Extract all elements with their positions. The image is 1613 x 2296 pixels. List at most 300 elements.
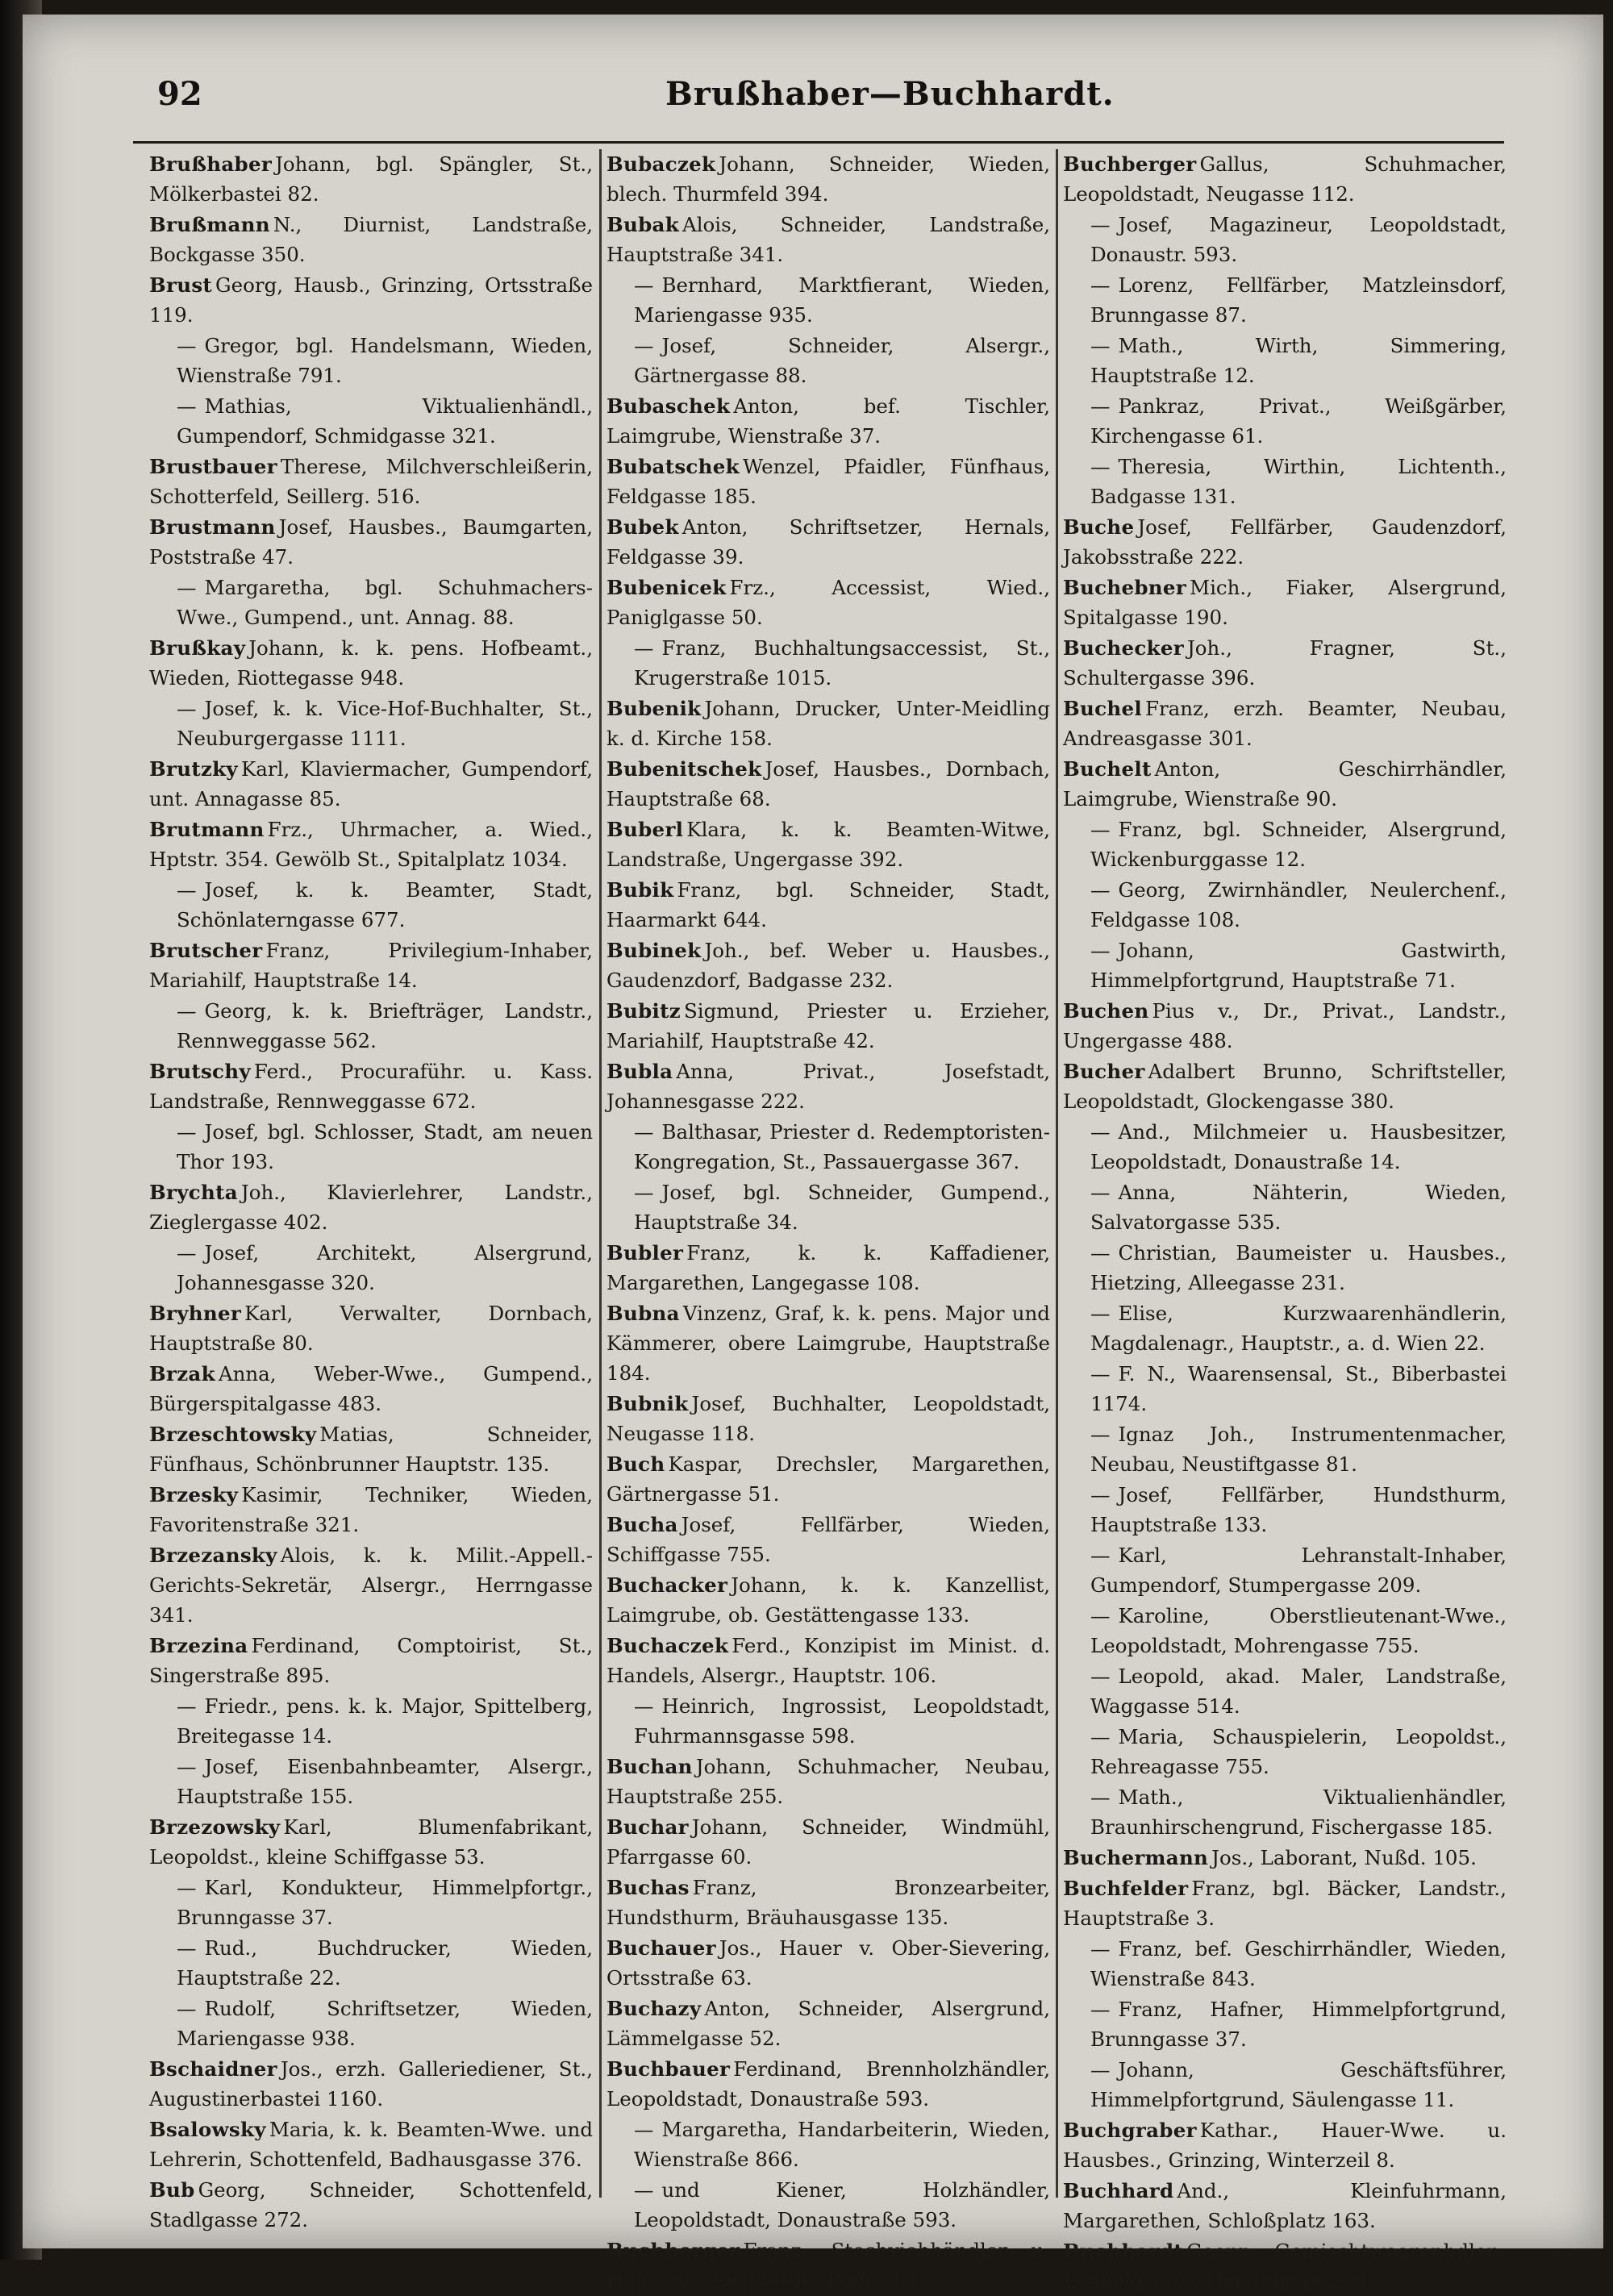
entry-text: Adalbert Brunno, Schriftsteller, Leopoldstadt, Glockengasse 380.	[1063, 1060, 1507, 1113]
entry-text: Karl, Lehranstalt-Inhaber, Gumpendorf, Stumpergasse 209.	[1090, 1544, 1507, 1597]
entry-surname: Bubak	[606, 213, 680, 236]
entry-text: Matias, Schneider, Fünfhaus, Schönbrunner Hauptstr. 135.	[149, 1423, 593, 1476]
directory-entry	[606, 2115, 1050, 2174]
ditto-dash: —	[1090, 1544, 1111, 1567]
entry-surname: Buchel	[1063, 697, 1142, 720]
entry-text: Alois, Schneider, Landstraße, Hauptstraße 341.	[606, 213, 1050, 266]
directory-entry	[149, 1631, 593, 1690]
entry-text: Georg, Zwirnhändler, Neulerchenf., Feldgasse 108.	[1090, 878, 1507, 931]
directory-entry	[149, 1298, 593, 1358]
directory-entry	[149, 1359, 593, 1419]
directory-entry	[149, 331, 593, 390]
entry-text: und Kiener, Holzhändler, Leopoldstadt, Donaustraße 593.	[634, 2178, 1050, 2231]
directory-entry	[606, 815, 1050, 874]
ditto-dash: —	[1090, 273, 1111, 297]
ditto-dash: —	[1090, 2058, 1111, 2081]
page-header	[133, 69, 1504, 144]
entry-text: Josef, Hausbes., Dornbach, Hauptstraße 68.	[606, 757, 1050, 810]
directory-entry	[149, 270, 593, 330]
page-number: 92	[157, 75, 202, 113]
directory-entry	[606, 1056, 1050, 1116]
entry-text: Ferd., Konzipist im Minist. d. Handels, Alsergr., Hauptstr. 106.	[606, 1634, 1050, 1687]
entry-surname: Bubna	[606, 1302, 680, 1325]
directory-entry	[1063, 1117, 1507, 1177]
entry-surname: Buchhardt	[1063, 2240, 1183, 2263]
entry-text: Pius v., Dr., Privat., Landstr., Ungergasse 488.	[1063, 999, 1507, 1052]
directory-entry	[1063, 1419, 1507, 1479]
entry-text: Ignaz Joh., Instrumentenmacher, Neubau, Neustiftgasse 81.	[1090, 1423, 1507, 1476]
entry-text: Karl, Blumenfabrikant, Leopoldst., kleine Schiffgasse 53.	[149, 1815, 593, 1869]
ditto-dash: —	[634, 1694, 654, 1718]
directory-entry	[1063, 996, 1507, 1056]
directory-entry	[149, 694, 593, 753]
entry-surname: Brustmann	[149, 515, 276, 539]
entry-text: Rudolf, Schriftsetzer, Wieden, Mariengasse 938.	[177, 1997, 593, 2050]
entry-text: Karoline, Oberstlieutenant-Wwe., Leopoldstadt, Mohrengasse 755.	[1090, 1604, 1507, 1657]
entry-surname: Brutscher	[149, 939, 263, 962]
entry-surname: Brzezina	[149, 1634, 248, 1657]
entry-surname: Buchfelder	[1063, 1877, 1189, 1900]
entry-surname: Buchauer	[606, 1936, 716, 1960]
entry-text: Kasimir, Techniker, Wieden, Favoritenstraße 321.	[149, 1483, 593, 1536]
entry-surname: Bubla	[606, 1060, 673, 1083]
entry-text: Franz, bgl. Schneider, Stadt, Haarmarkt 644.	[606, 878, 1050, 931]
directory-entry	[149, 1933, 593, 1993]
directory-entry	[1063, 875, 1507, 935]
ditto-dash: —	[634, 636, 654, 660]
directory-entry	[1063, 1601, 1507, 1661]
directory-entry	[1063, 1540, 1507, 1600]
ditto-dash: —	[177, 1755, 197, 1778]
entry-text: Kathar., Hauer-Wwe. u. Hausbes., Grinzing, Winterzeil 8.	[1063, 2119, 1507, 2172]
entry-text: Ferdinand, Brennholzhändler, Leopoldstadt, Donaustraße 593.	[606, 2057, 1050, 2111]
entry-text: Theresia, Wirthin, Lichtenth., Badgasse 131.	[1090, 455, 1507, 508]
ditto-dash: —	[634, 1120, 654, 1144]
entry-text: Frz., Uhrmacher, a. Wied., Hptstr. 354. Gewölb St., Spitalplatz 1034.	[149, 818, 593, 871]
directory-entry	[149, 935, 593, 995]
directory-entry	[149, 1691, 593, 1751]
column-divider	[599, 149, 602, 2198]
entry-text: Bernhard, Marktfierant, Wieden, Mariengasse 935.	[634, 273, 1050, 327]
entry-text: Franz, Hafner, Himmelpfortgrund, Brunngasse 37.	[1090, 1998, 1507, 2051]
ditto-dash: —	[1090, 1665, 1111, 1688]
entry-surname: Buchen	[1063, 999, 1149, 1023]
entry-text: Anton, bef. Tischler, Laimgrube, Wienstraße 37.	[606, 394, 1050, 448]
entry-text: Heinrich, Ingrossist, Leopoldstadt, Fuhrmannsgasse 598.	[634, 1694, 1050, 1748]
directory-entry	[149, 2115, 593, 2174]
directory-entry	[149, 1812, 593, 1872]
directory-entry	[606, 1752, 1050, 1811]
entry-text: Rud., Buchdrucker, Wieden, Hauptstraße 22.	[177, 1936, 593, 1990]
ditto-dash: —	[177, 576, 197, 599]
directory-entry	[1063, 1177, 1507, 1237]
entry-surname: Buche	[1063, 515, 1135, 539]
directory-entry	[1063, 1873, 1507, 1933]
directory-entry	[1063, 512, 1507, 572]
entry-text: F. N., Waarensensal, St., Biberbastei 1174.	[1090, 1362, 1507, 1415]
directory-entry	[606, 1510, 1050, 1569]
entry-text: Jos., Laborant, Nußd. 105.	[1211, 1846, 1477, 1869]
entry-surname: Buchgraber	[1063, 2119, 1197, 2142]
entry-text: Franz, k. k. Kaffadiener, Margarethen, Langegasse 108.	[606, 1241, 1050, 1294]
ditto-dash: —	[177, 1936, 197, 1960]
ditto-dash: —	[177, 334, 197, 357]
directory-entry	[1063, 1480, 1507, 1540]
entry-text: Anna, Weber-Wwe., Gumpend., Bürgerspitalgasse 483.	[149, 1362, 593, 1415]
entry-text: Kaspar, Drechsler, Margarethen, Gärtnergasse 51.	[606, 1452, 1050, 1506]
ditto-dash: —	[177, 1241, 197, 1265]
entry-surname: Bubinek	[606, 939, 702, 962]
directory-entry	[149, 1540, 593, 1630]
directory-entry	[606, 331, 1050, 390]
directory-entry	[606, 512, 1050, 572]
entry-text: Elise, Kurzwaarenhändlerin, Magdalenagr., Hauptstr., a. d. Wien 22.	[1090, 1302, 1507, 1355]
directory-entry	[1063, 1298, 1507, 1358]
directory-entry	[149, 1873, 593, 1932]
entry-text: Wenzel, Pfaidler, Fünfhaus, Feldgasse 185.	[606, 455, 1050, 508]
directory-entry	[606, 875, 1050, 935]
directory-entry	[606, 996, 1050, 1056]
entry-text: N., Diurnist, Landstraße, Bockgasse 350.	[149, 213, 593, 266]
directory-entry	[606, 1298, 1050, 1388]
entry-text: Franz, bgl. Schneider, Alsergrund, Wickenburggasse 12.	[1090, 818, 1507, 871]
entry-text: Mich., Fiaker, Alsergrund, Spitalgasse 190.	[1063, 576, 1507, 629]
directory-entry	[149, 512, 593, 572]
entry-surname: Buchacker	[606, 1573, 728, 1597]
entry-text: Josef, Schneider, Alsergr., Gärtnergasse 88.	[634, 334, 1050, 387]
directory-entry	[149, 1056, 593, 1116]
entry-surname: Bubaschek	[606, 394, 731, 418]
entry-surname: Buchan	[606, 1755, 693, 1778]
entry-text: Josef, bgl. Schneider, Gumpend., Hauptstraße 34.	[634, 1181, 1050, 1234]
directory-entry	[606, 1389, 1050, 1448]
entry-text: Johann, Schuhmacher, Neubau, Hauptstraße 255.	[606, 1755, 1050, 1808]
ditto-dash: —	[634, 273, 654, 297]
entry-text: And., Kleinfuhrmann, Margarethen, Schloßplatz 163.	[1063, 2179, 1507, 2232]
entry-surname: Bubatschek	[606, 455, 740, 478]
directory-entry	[1063, 149, 1507, 209]
ditto-dash: —	[1090, 1937, 1111, 1961]
entry-text: Josef, Eisenbahnbeamter, Alsergr., Hauptstraße 155.	[177, 1755, 593, 1808]
directory-entry	[606, 2054, 1050, 2114]
ditto-dash: —	[1090, 1241, 1111, 1265]
entry-text: Ferd., Procuraführ. u. Kass. Landstraße, Rennweggasse 672.	[149, 1060, 593, 1113]
directory-entry	[149, 2175, 593, 2235]
ditto-dash: —	[1090, 818, 1111, 841]
entry-surname: Bubenitschek	[606, 757, 762, 781]
entry-text: Franz, Privilegium-Inhaber, Mariahilf, Hauptstraße 14.	[149, 939, 593, 992]
entry-surname: Bubaczek	[606, 152, 716, 176]
ditto-dash: —	[1090, 394, 1111, 418]
directory-entry	[149, 1419, 593, 1479]
directory-entry	[606, 210, 1050, 269]
entry-surname: Bsalowsky	[149, 2118, 266, 2141]
entry-surname: Buchberger	[1063, 152, 1197, 176]
entry-text: Margaretha, Handarbeiterin, Wieden, Wienstraße 866.	[634, 2118, 1050, 2171]
entry-text: Maria, Schauspielerin, Leopoldst., Rehreagasse 755.	[1090, 1725, 1507, 1778]
entry-surname: Brutzky	[149, 757, 238, 781]
ditto-dash: —	[1090, 1181, 1111, 1204]
entry-text: Johann, Schneider, Wieden, blech. Thurmfeld 394.	[606, 152, 1050, 206]
entry-surname: Brustbauer	[149, 455, 277, 478]
entry-surname: Brzezowsky	[149, 1815, 281, 1839]
directory-entry	[1063, 815, 1507, 874]
entry-text: Ferdinand, Comptoirist, St., Singerstraße 895.	[149, 1634, 593, 1687]
ditto-dash: —	[1090, 1786, 1111, 1809]
entry-text: Jos., erzh. Galleriediener, St., Augustinerbastei 1160.	[149, 2057, 593, 2111]
entry-surname: Brzeschtowsky	[149, 1423, 317, 1446]
directory-entry	[606, 1449, 1050, 1509]
directory-entry	[149, 1238, 593, 1298]
directory-entry	[1063, 1359, 1507, 1419]
entry-surname: Bubnik	[606, 1392, 689, 1415]
directory-entry	[606, 1691, 1050, 1751]
entry-text: Karl, Kondukteur, Himmelpfortgr., Brunngasse 37.	[177, 1876, 593, 1929]
directory-entry	[606, 270, 1050, 330]
ditto-dash: —	[1090, 213, 1111, 236]
entry-text: Josef, Fellfärber, Hundsthurm, Hauptstraße 133.	[1090, 1483, 1507, 1536]
entry-text: Franz, Bronzearbeiter, Hundsthurm, Bräuhausgasse 135.	[606, 1876, 1050, 1929]
ditto-dash: —	[1090, 1604, 1111, 1627]
directory-entry	[1063, 935, 1507, 995]
directory-entry	[1063, 210, 1507, 269]
entry-text: Frz., Accessist, Wied., Paniglgasse 50.	[606, 576, 1050, 629]
entry-text: Johann, Gastwirth, Himmelpfortgrund, Hauptstraße 71.	[1090, 939, 1507, 992]
directory-entry	[149, 1480, 593, 1540]
directory-entry	[149, 2054, 593, 2114]
directory-entry	[606, 2236, 1050, 2295]
directory-entry	[606, 1631, 1050, 1690]
ditto-dash: —	[1090, 1998, 1111, 2021]
entry-text: Josef, bgl. Schlosser, Stadt, am neuen Thor 193.	[177, 1120, 593, 1173]
ditto-dash: —	[1090, 1362, 1111, 1386]
ditto-dash: —	[1090, 878, 1111, 902]
entry-text: Georg, Gemischtwaarenhdler., Leopoldstadt, Herrngasse 234.	[1063, 2240, 1507, 2293]
entry-text: Anna, Nähterin, Wieden, Salvatorgasse 535.	[1090, 1181, 1507, 1234]
entry-text: Joh., bef. Weber u. Hausbes., Gaudenzdorf, Badgasse 232.	[606, 939, 1050, 992]
ditto-dash: —	[1090, 1120, 1111, 1144]
entry-text: Lorenz, Fellfärber, Matzleinsdorf, Brunngasse 87.	[1090, 273, 1507, 327]
directory-entry	[149, 1117, 593, 1177]
entry-text: Franz, erzh. Beamter, Neubau, Andreasgasse 301.	[1063, 697, 1507, 750]
column-2	[606, 149, 1050, 2292]
entry-surname: Brzesky	[149, 1483, 239, 1506]
directory-entry	[1063, 1782, 1507, 1842]
entry-text: Johann, Drucker, Unter-Meidling k. d. Kirche 158.	[606, 697, 1050, 750]
entry-surname: Brzak	[149, 1362, 215, 1386]
entry-surname: Brußhaber	[149, 152, 273, 176]
entry-text: And., Milchmeier u. Hausbesitzer, Leopoldstadt, Donaustraße 14.	[1090, 1120, 1507, 1173]
ditto-dash: —	[1090, 1483, 1111, 1506]
entry-text: Josef, k. k. Beamter, Stadt, Schönlaterngasse 677.	[177, 878, 593, 931]
entry-text: Christian, Baumeister u. Hausbes., Hietzing, Alleegasse 231.	[1090, 1241, 1507, 1294]
directory-entry	[149, 573, 593, 632]
directory-entry	[606, 391, 1050, 451]
directory-entry	[606, 452, 1050, 511]
entry-surname: Bschaidner	[149, 2057, 277, 2081]
entry-text: Pankraz, Privat., Weißgärber, Kirchengasse 61.	[1090, 394, 1507, 448]
entry-text: Anna, Privat., Josefstadt, Johannesgasse 222.	[606, 1060, 1050, 1113]
entry-text: Franz, Stechviehhändler u. Hausbes., Lichtenth., Badg. 131.	[606, 2239, 1050, 2292]
entry-text: Vinzenz, Graf, k. k. pens. Major und Kämmerer, obere Laimgrube, Hauptstraße 184.	[606, 1302, 1050, 1385]
directory-entry	[606, 2175, 1050, 2235]
directory-entry	[149, 1994, 593, 2053]
directory-entry	[1063, 2055, 1507, 2115]
entry-surname: Bub	[149, 2178, 195, 2202]
entry-surname: Buchberger	[606, 2239, 740, 2262]
entry-text: Georg, Schneider, Schottenfeld, Stadlgasse 272.	[149, 2178, 593, 2231]
directory-entry	[606, 1812, 1050, 1872]
ditto-dash: —	[177, 999, 197, 1023]
directory-entry	[1063, 452, 1507, 511]
entry-surname: Brutmann	[149, 818, 265, 841]
entry-text: Gallus, Schuhmacher, Leopoldstadt, Neugasse 112.	[1063, 152, 1507, 206]
directory-entry	[1063, 1056, 1507, 1116]
entry-surname: Buchecker	[1063, 636, 1184, 660]
entry-text: Franz, Buchhaltungsaccessist, St., Krugerstraße 1015.	[634, 636, 1050, 690]
directory-entry	[149, 633, 593, 693]
entry-text: Josef, Hausbes., Baumgarten, Poststraße 47.	[149, 515, 593, 569]
entry-text: Klara, k. k. Beamten-Witwe, Landstraße, Ungergasse 392.	[606, 818, 1050, 871]
column-1	[149, 149, 593, 2231]
directory-entry	[1063, 1722, 1507, 1781]
entry-text: Georg, Hausb., Grinzing, Ortsstraße 119.	[149, 273, 593, 327]
entry-text: Math., Viktualienhändler, Braunhirschengrund, Fischergasse 185.	[1090, 1786, 1507, 1839]
entry-surname: Brust	[149, 273, 213, 297]
entry-text: Johann, k. k. pens. Hofbeamt., Wieden, Riottegasse 948.	[149, 636, 593, 690]
directory-entry	[1063, 694, 1507, 753]
entry-text: Sigmund, Priester u. Erzieher, Mariahilf, Hauptstraße 42.	[606, 999, 1050, 1052]
directory-entry	[149, 391, 593, 451]
entry-text: Friedr., pens. k. k. Major, Spittelberg, Breitegasse 14.	[177, 1694, 593, 1748]
directory-entry	[1063, 1934, 1507, 1994]
ditto-dash: —	[1090, 334, 1111, 357]
entry-surname: Buchebner	[1063, 576, 1186, 599]
entry-text: Gregor, bgl. Handelsmann, Wieden, Wienstraße 791.	[177, 334, 593, 387]
ditto-dash: —	[1090, 1725, 1111, 1748]
directory-entry	[149, 1752, 593, 1811]
directory-entry	[1063, 331, 1507, 390]
ditto-dash: —	[1090, 455, 1111, 478]
entry-text: Karl, Verwalter, Dornbach, Hauptstraße 80.	[149, 1302, 593, 1355]
entry-surname: Bubenik	[606, 697, 702, 720]
entry-text: Jos., Hauer v. Ober-Sievering, Ortsstraße 63.	[606, 1936, 1050, 1990]
ditto-dash: —	[1090, 1302, 1111, 1325]
directory-entry	[1063, 754, 1507, 814]
ditto-dash: —	[634, 2178, 654, 2202]
entry-text: Josef, Buchhalter, Leopoldstadt, Neugasse 118.	[606, 1392, 1050, 1445]
column-divider	[1056, 149, 1058, 2198]
ditto-dash: —	[1090, 939, 1111, 962]
entry-text: Josef, Architekt, Alsergrund, Johannesgasse 320.	[177, 1241, 593, 1294]
directory-entry	[1063, 1994, 1507, 2054]
directory-entry	[1063, 2115, 1507, 2175]
directory-entry	[1063, 270, 1507, 330]
ditto-dash: —	[177, 1876, 197, 1899]
entry-text: Johann, bgl. Spängler, St., Mölkerbastei 82.	[149, 152, 593, 206]
entry-surname: Bucha	[606, 1513, 678, 1536]
directory-entry	[149, 996, 593, 1056]
entry-text: Anton, Schneider, Alsergrund, Lämmelgasse 52.	[606, 1997, 1050, 2050]
directory-entry	[606, 633, 1050, 693]
ditto-dash: —	[634, 334, 654, 357]
entry-text: Franz, bgl. Bäcker, Landstr., Hauptstraße 3.	[1063, 1877, 1507, 1930]
entry-text: Josef, Fellfärber, Wieden, Schiffgasse 755.	[606, 1513, 1050, 1566]
directory-entry	[1063, 1238, 1507, 1298]
entry-surname: Buchaczek	[606, 1634, 729, 1657]
ditto-dash: —	[1090, 1423, 1111, 1446]
directory-entry	[1063, 2176, 1507, 2236]
entry-surname: Bubenicek	[606, 576, 727, 599]
ditto-dash: —	[177, 1997, 197, 2020]
entry-surname: Brutschy	[149, 1060, 251, 1083]
entry-text: Josef, k. k. Vice-Hof-Buchhalter, St., Neuburgergasse 1111.	[177, 697, 593, 750]
entry-surname: Buchhard	[1063, 2179, 1174, 2202]
entry-text: Karl, Klaviermacher, Gumpendorf, unt. Annagasse 85.	[149, 757, 593, 810]
entry-text: Josef, Fellfärber, Gaudenzdorf, Jakobsstraße 222.	[1063, 515, 1507, 569]
entry-surname: Buchbauer	[606, 2057, 731, 2081]
directory-entry	[149, 149, 593, 209]
column-3	[1063, 149, 1507, 2293]
entry-text: Leopold, akad. Maler, Landstraße, Waggasse 514.	[1090, 1665, 1507, 1718]
ditto-dash: —	[177, 1120, 197, 1144]
directory-entry	[1063, 1661, 1507, 1721]
entry-surname: Brychta	[149, 1181, 238, 1204]
ditto-dash: —	[177, 697, 197, 720]
running-head: Brußhaber—Buchhardt.	[665, 75, 1115, 113]
directory-entry	[606, 1873, 1050, 1932]
entry-text: Joh., Fragner, St., Schultergasse 396.	[1063, 636, 1507, 690]
directory-entry	[1063, 573, 1507, 632]
entry-surname: Buch	[606, 1452, 665, 1476]
ditto-dash: —	[177, 394, 197, 418]
entry-text: Johann, k. k. Kanzellist, Laimgrube, ob. Gestättengasse 133.	[606, 1573, 1050, 1627]
entry-text: Balthasar, Priester d. Redemptoristen-Kongregation, St., Passauergasse 367.	[634, 1120, 1050, 1173]
directory-entry	[149, 1177, 593, 1237]
entry-text: Therese, Milchverschleißerin, Schotterfeld, Seillerg. 516.	[149, 455, 593, 508]
ditto-dash: —	[177, 878, 197, 902]
entry-surname: Bubek	[606, 515, 679, 539]
entry-surname: Buchas	[606, 1876, 690, 1899]
directory-entry	[606, 573, 1050, 632]
directory-entry	[606, 1117, 1050, 1177]
entry-text: Johann, Geschäftsführer, Himmelpfortgrund, Säulengasse 11.	[1090, 2058, 1507, 2111]
entry-text: Math., Wirth, Simmering, Hauptstraße 12.	[1090, 334, 1507, 387]
entry-surname: Bryhner	[149, 1302, 242, 1325]
entry-text: Joh., Klavierlehrer, Landstr., Zieglergasse 402.	[149, 1181, 593, 1234]
directory-entry	[1063, 2236, 1507, 2296]
directory-entry	[149, 210, 593, 269]
entry-surname: Brußkay	[149, 636, 246, 660]
directory-entry	[606, 1177, 1050, 1237]
ditto-dash: —	[634, 2118, 654, 2141]
directory-entry	[149, 815, 593, 874]
directory-entry	[1063, 391, 1507, 451]
entry-surname: Buchar	[606, 1815, 689, 1839]
entry-surname: Bubitz	[606, 999, 681, 1023]
directory-entry	[606, 935, 1050, 995]
directory-entry	[1063, 633, 1507, 693]
directory-entry	[606, 149, 1050, 209]
entry-surname: Brzezansky	[149, 1544, 277, 1567]
entry-text: Franz, bef. Geschirrhändler, Wieden, Wienstraße 843.	[1090, 1937, 1507, 1990]
entry-text: Alois, k. k. Milit.-Appell.-Gerichts-Sekretär, Alsergr., Herrngasse 341.	[149, 1544, 593, 1627]
directory-entry	[606, 1994, 1050, 2053]
directory-entry	[606, 1570, 1050, 1630]
entry-text: Mathias, Viktualienhändl., Gumpendorf, Schmidgasse 321.	[177, 394, 593, 448]
entry-text: Josef, Magazineur, Leopoldstadt, Donaustr. 593.	[1090, 213, 1507, 266]
entry-surname: Buchermann	[1063, 1846, 1209, 1869]
